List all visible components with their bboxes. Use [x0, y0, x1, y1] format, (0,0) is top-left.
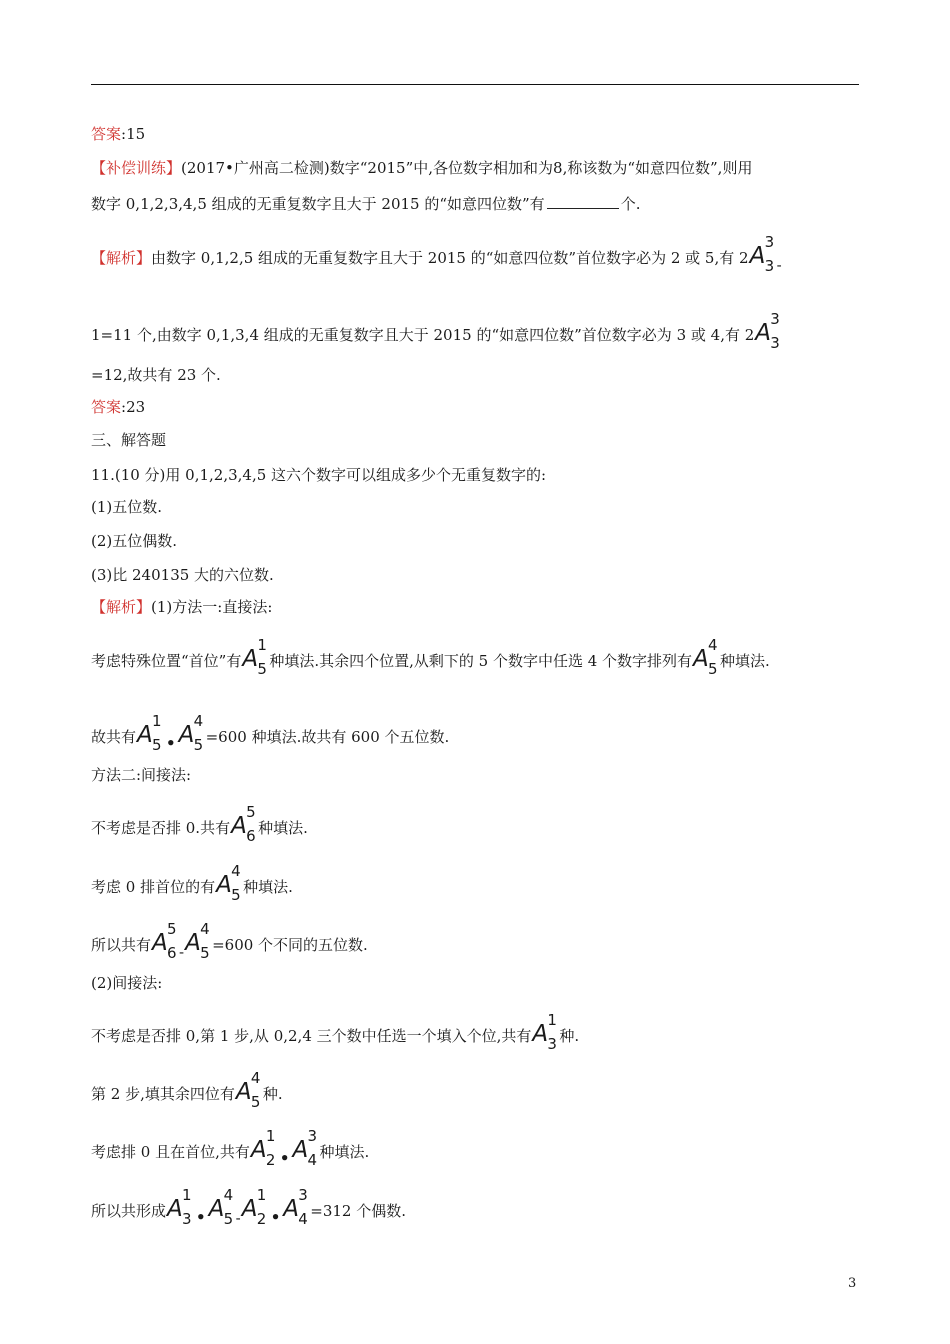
- perm-A-5-1: A 1 5: [137, 712, 162, 754]
- solution-tag: 【解析】: [91, 598, 152, 616]
- solution-p2-line-4: 所以共形成A 1 3 • A 4 5 -A 1 2 • A 3 4 =312 个偶数.: [91, 1186, 407, 1228]
- practice-line-2: 数字 0,1,2,3,4,5 组成的无重复数字且大于 2015 的“如意四位数”有 个.: [91, 195, 641, 213]
- analysis1-line-3: =12,故共有 23 个.: [91, 366, 221, 384]
- question-11-part-3: (3)比 240135 大的六位数.: [91, 566, 274, 584]
- answer-blank: [547, 196, 619, 209]
- solution-p2-line-3: 考虑排 0 且在首位,共有A 1 2 • A 3 4 种填法.: [91, 1127, 370, 1169]
- perm-A-5-4: A 4 5: [235, 1069, 261, 1111]
- perm-A-4-3: A 3 4: [283, 1186, 308, 1228]
- practice-tag: 【补偿训练】: [91, 159, 182, 177]
- answer-line-2: 答案:23: [91, 398, 146, 416]
- perm-A-5-4: A 4 5: [178, 712, 204, 754]
- section-title: 三、解答题: [91, 431, 167, 449]
- analysis-tag: 【解析】: [91, 249, 152, 267]
- perm-A-3-1: A 1 3: [532, 1011, 557, 1053]
- solution-m2-line-1: 不考虑是否排 0.共有A 5 6 种填法.: [91, 803, 308, 845]
- perm-A-6-5: A 5 6: [231, 803, 256, 845]
- analysis1-line-1: 【解析】由数字 0,1,2,5 组成的无重复数字且大于 2015 的“如意四位数”首位数字必为 2 或 5,有 2A 3 3 -: [91, 233, 782, 275]
- solution-m2-line-3: 所以共有A 5 6 -A 4 5 =600 个不同的五位数.: [91, 920, 368, 962]
- solution-m1-line-2: 故共有A 1 5 • A 4 5 =600 种填法.故共有 600 个五位数.: [91, 712, 450, 754]
- practice-line-1: 【补偿训练】(2017•广州高二检测)数字“2015”中,各位数字相加和为8,称该数为“如意四位数”,则用: [91, 159, 753, 177]
- question-11-part-2: (2)五位偶数.: [91, 532, 178, 550]
- solution-title: 【解析】(1)方法一:直接法:: [91, 598, 273, 616]
- perm-A-5-1: A 1 5: [242, 636, 267, 678]
- question-11-part-1: (1)五位数.: [91, 498, 163, 516]
- perm-A-6-5: A 5 6: [152, 920, 177, 962]
- solution-p2-line-2: 第 2 步,填其余四位有A 4 5 种.: [91, 1069, 283, 1111]
- solution-m1-line-1: 考虑特殊位置“首位”有A 1 5 种填法.其余四个位置,从剩下的 5 个数字中任选 4 个数字排列有A 4 5 种填法.: [91, 636, 770, 678]
- solution-p2-title: (2)间接法:: [91, 974, 163, 992]
- solution-p2-line-1: 不考虑是否排 0,第 1 步,从 0,2,4 三个数中任选一个填入个位,共有A 1 3 种.: [91, 1011, 580, 1053]
- solution-m2-title: 方法二:间接法:: [91, 766, 192, 784]
- perm-A-3-3: A 3 3: [755, 310, 780, 352]
- perm-A-5-4: A 4 5: [693, 636, 718, 678]
- perm-A-5-4: A 4 5: [208, 1186, 234, 1228]
- perm-A-4-3: A 3 4: [292, 1127, 317, 1169]
- question-11-stem: 11.(10 分)用 0,1,2,3,4,5 这六个数字可以组成多少个无重复数字的:: [91, 466, 547, 484]
- perm-A-2-1: A 1 2: [250, 1127, 276, 1169]
- perm-A-5-4: A 4 5: [216, 862, 241, 904]
- solution-m2-line-2: 考虑 0 排首位的有A 4 5 种填法.: [91, 862, 293, 904]
- page-number: 3: [848, 1276, 857, 1291]
- answer-line-1: 答案:15: [91, 125, 146, 143]
- perm-A-3-3: A 3 3: [749, 233, 775, 275]
- perm-A-5-4: A 4 5: [185, 920, 210, 962]
- perm-A-3-1: A 1 3: [167, 1186, 192, 1228]
- analysis1-line-2: 1=11 个,由数字 0,1,3,4 组成的无重复数字且大于 2015 的“如意四位数”首位数字必为 3 或 4,有 2A 3 3: [91, 324, 782, 344]
- perm-A-2-1: A 1 2: [241, 1186, 267, 1228]
- header-rule: [91, 84, 859, 85]
